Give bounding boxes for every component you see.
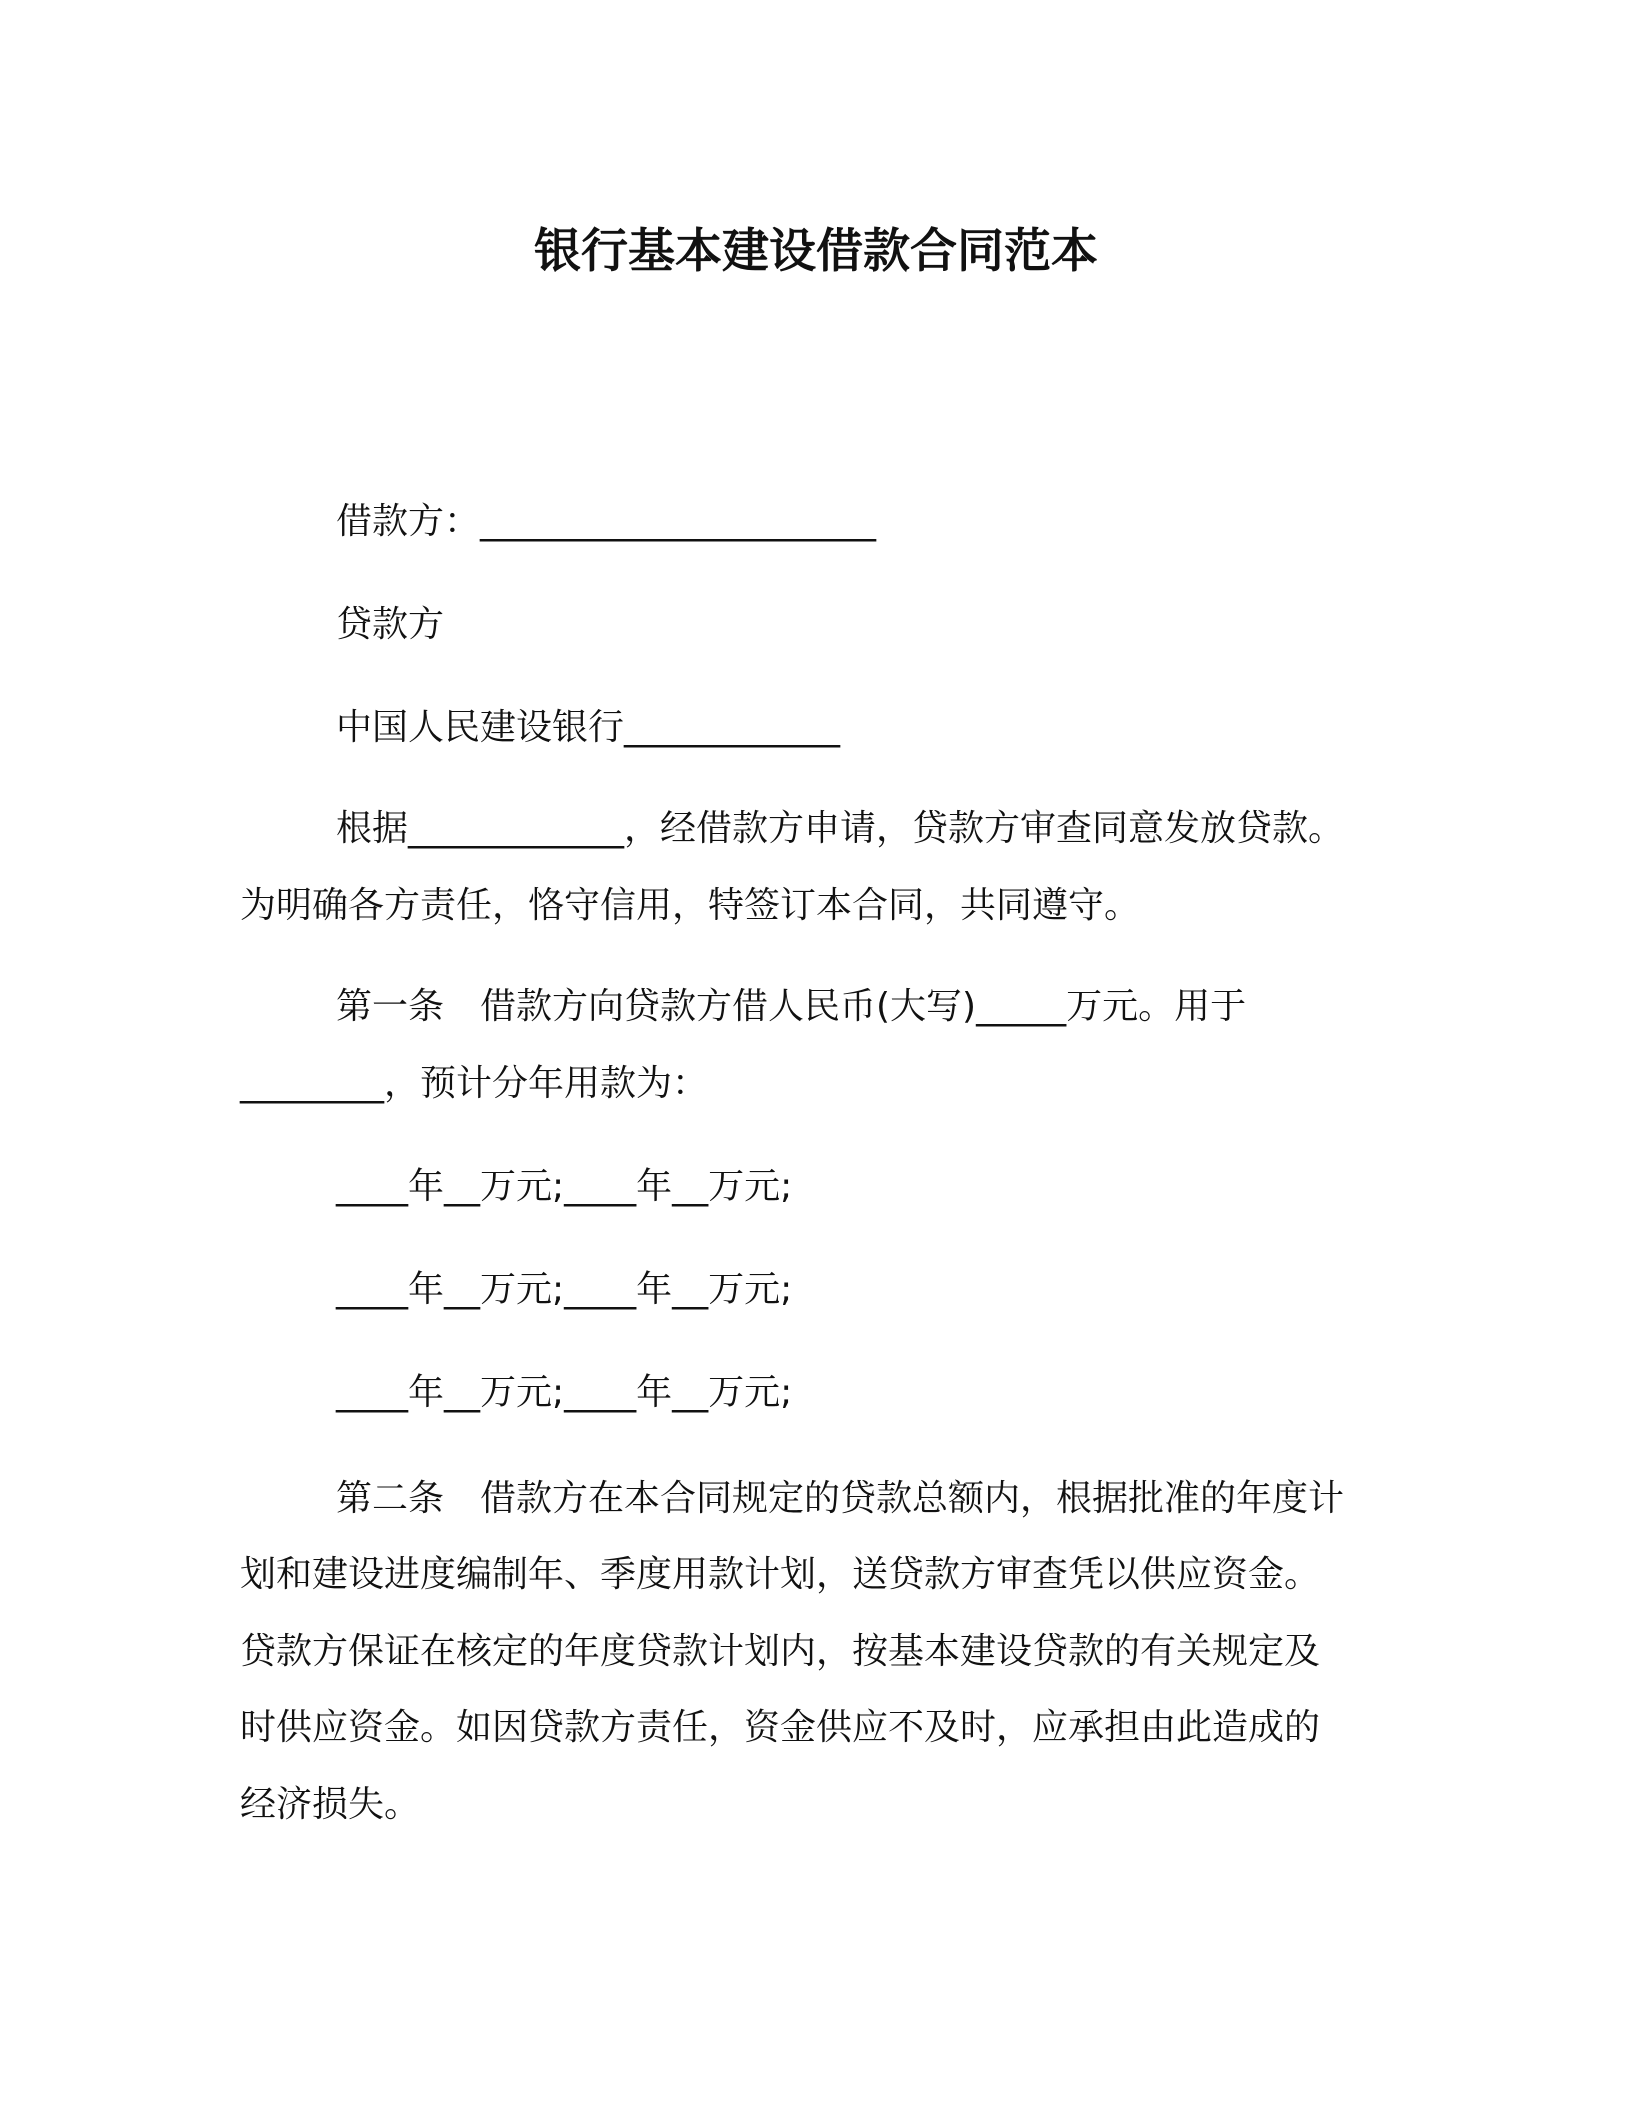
article-1-line-2: ________，预计分年用款为： [240, 1063, 709, 1104]
annual-amount-row-2: ____年__万元;____年__万元; [336, 1269, 793, 1310]
article-2-line-2: 划和建设进度编制年、季度用款计划，送贷款方审查凭以供应资金。 [240, 1554, 1321, 1595]
article-2-line-3: 贷款方保证在核定的年度贷款计划内，按基本建设贷款的有关规定及 [240, 1631, 1321, 1672]
annual-amount-row-3: ____年__万元;____年__万元; [336, 1372, 793, 1413]
article-1-line-1: 第一条 借款方向贷款方借人民币(大写)_____万元。用于 [336, 986, 1247, 1027]
annual-amount-row-1: ____年__万元;____年__万元; [336, 1166, 793, 1207]
preamble-line-1: 根据____________，经借款方申请，贷款方审查同意发放贷款。 [336, 808, 1345, 849]
lender-label: 贷款方 [336, 604, 445, 645]
document-title: 银行基本建设借款合同范本 [534, 224, 1098, 279]
article-2-line-5: 经济损失。 [240, 1784, 421, 1825]
borrower-line: 借款方：______________________ [336, 501, 877, 542]
article-2-line-4: 时供应资金。如因贷款方责任，资金供应不及时，应承担由此造成的 [240, 1707, 1321, 1748]
article-2-line-1: 第二条 借款方在本合同规定的贷款总额内，根据批准的年度计 [336, 1478, 1345, 1519]
lender-bank-line: 中国人民建设银行____________ [336, 707, 841, 748]
preamble-line-2: 为明确各方责任，恪守信用，特签订本合同，共同遵守。 [240, 885, 1141, 926]
